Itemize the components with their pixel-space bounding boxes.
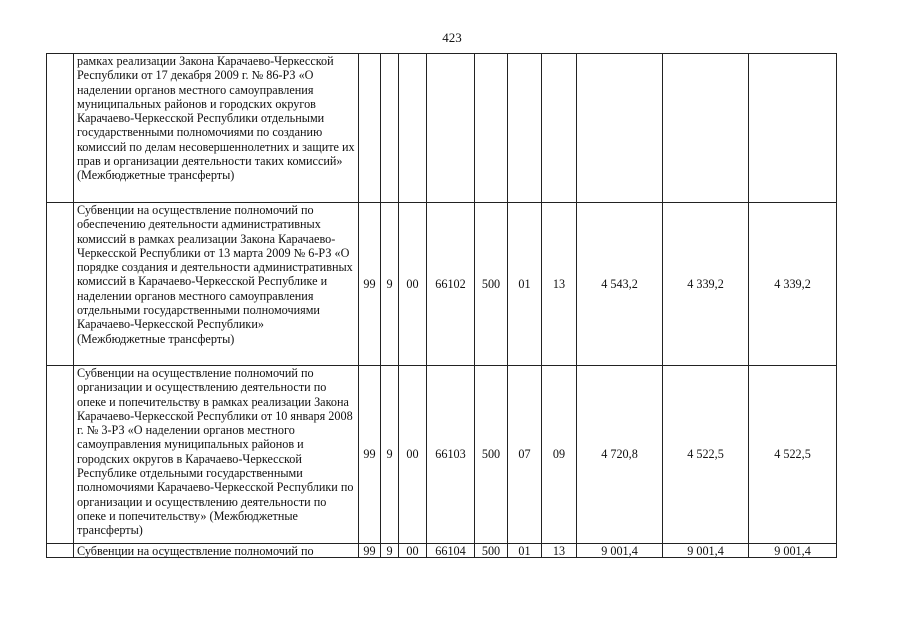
code-cell: 13: [542, 544, 577, 558]
amount-cell: 4 522,5: [663, 366, 749, 544]
table-row: [47, 54, 837, 203]
code-cell: 00: [399, 366, 427, 544]
code-cell: [399, 54, 427, 203]
code-cell: 01: [508, 544, 542, 558]
code-cell: 9: [381, 544, 399, 558]
amount-cell: 9 001,4: [663, 544, 749, 558]
amount-cell: 4 339,2: [749, 203, 837, 366]
amount-cell: 9 001,4: [577, 544, 663, 558]
amount-cell: 4 522,5: [749, 366, 837, 544]
budget-table: [46, 53, 837, 558]
code-cell: 01: [508, 203, 542, 366]
code-cell: [542, 54, 577, 203]
row-description: рамках реализации Закона Карачаево-Черкесской Республики от 17 декабря 2009 г. № 86-РЗ «О наделении органов местного самоуправления муниципальных районов и городских округов Карачаево-Черкесской Республики отдельными государственными полномочиями по созданию комиссий по делам несовершеннолетних и защите их прав и организации деятельности таких комиссий» (Межбюджетные трансферты): [74, 54, 359, 203]
code-cell: 9: [381, 203, 399, 366]
code-cell: 00: [399, 544, 427, 558]
amount-cell: [749, 54, 837, 203]
code-cell: 00: [399, 203, 427, 366]
code-cell: [427, 54, 475, 203]
amount-cell: 4 720,8: [577, 366, 663, 544]
code-cell: 66104: [427, 544, 475, 558]
code-cell: 500: [475, 544, 508, 558]
amount-cell: 4 543,2: [577, 203, 663, 366]
code-cell: [475, 54, 508, 203]
amount-cell: [663, 54, 749, 203]
row-description: Субвенции на осуществление полномочий по организации и осуществлению деятельности по опеке и попечительству в рамках реализации Закона Карачаево-Черкесской Республики от 10 января 2008 г. № 3-РЗ «О наделении органов местного самоуправления муниципальных районов и городских округов в Карачаево-Черкесской Республике отдельными государственными полномочиями Карачаево-Черкесской Республики по организации и осуществлению деятельности по опеке и попечительству» (Межбюджетные трансферты): [74, 366, 359, 544]
code-cell: 99: [359, 366, 381, 544]
code-cell: 66102: [427, 203, 475, 366]
code-cell: 9: [381, 366, 399, 544]
amount-cell: 4 339,2: [663, 203, 749, 366]
row-description: Субвенции на осуществление полномочий по: [74, 544, 359, 558]
code-cell: 07: [508, 366, 542, 544]
row-number-cell: [47, 544, 74, 558]
row-description: Субвенции на осуществление полномочий по обеспечению деятельности административных комиссий в рамках реализации Закона Карачаево-Черкесской Республики от 13 марта 2009 № 6-РЗ «О порядке создания и деятельности административных комиссий в Карачаево-Черкесской Республике и наделении органов местного самоуправления отдельными государственными полномочиями Карачаево-Черкесской Республики» (Межбюджетные трансферты): [74, 203, 359, 366]
row-number-cell: [47, 54, 74, 203]
code-cell: 13: [542, 203, 577, 366]
row-number-cell: [47, 366, 74, 544]
row-number-cell: [47, 203, 74, 366]
code-cell: 66103: [427, 366, 475, 544]
code-cell: 99: [359, 544, 381, 558]
table-row: [47, 544, 837, 558]
code-cell: [508, 54, 542, 203]
page-number: 423: [442, 30, 462, 45]
table-row: [47, 366, 837, 544]
code-cell: [359, 54, 381, 203]
code-cell: 09: [542, 366, 577, 544]
amount-cell: 9 001,4: [749, 544, 837, 558]
code-cell: 99: [359, 203, 381, 366]
code-cell: 500: [475, 366, 508, 544]
table-row: [47, 203, 837, 366]
code-cell: [381, 54, 399, 203]
amount-cell: [577, 54, 663, 203]
code-cell: 500: [475, 203, 508, 366]
